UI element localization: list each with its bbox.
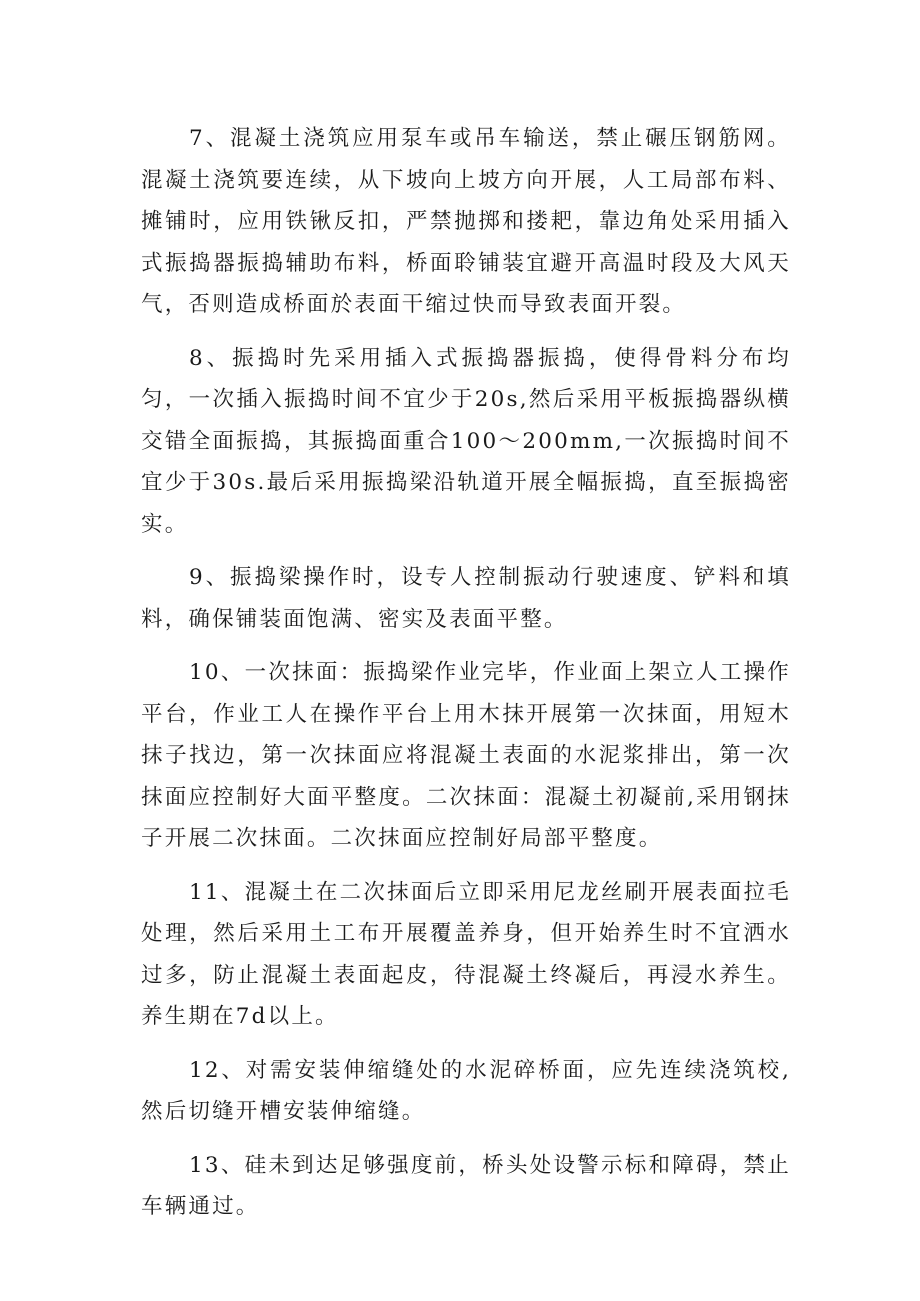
paragraph-item-7: 7、混凝土浇筑应用泵车或吊车输送，禁止碾压钢筋网。混凝土浇筑要连续，从下坡向上坡方向开展，人工局部布料、摊铺时，应用铁锹反扣，严禁抛掷和搂耙，靠边角处采用插入式振捣器振捣辅助布料，桥面聆铺装宜避开高温时段及大风天气，否则造成桥面於表面干缩过快而导致表面开裂。 [141, 126, 791, 317]
paragraph-item-9: 9、振捣梁操作时，设专人控制振动行驶速度、铲料和填料，确保铺装面饱满、密实及表面平整。 [141, 565, 791, 632]
paragraph-item-8: 8、振捣时先采用插入式振捣器振捣，使得骨料分布均匀，一次插入振捣时间不宜少于20s,然后采用平板振捣器纵横交错全面振捣，其振捣面重合100～200mm,一次振捣时间不宜少于30s.最后采用振捣梁沿轨道开展全幅振捣，直至振捣密实。 [141, 345, 791, 537]
paragraph-item-10: 10、一次抹面：振捣梁作业完毕，作业面上架立人工操作平台，作业工人在操作平台上用木抹开展第一次抹面，用短木抹子找边，第一次抹面应将混凝土表面的水泥浆排出，第一次抹面应控制好大面平整度。二次抹面：混凝土初凝前,采用钢抹子开展二次抹面。二次抹面应控制好局部平整度。 [141, 660, 791, 851]
paragraph-item-13: 13、硅未到达足够强度前，桥头处设警示标和障碍，禁止车辆通过。 [141, 1152, 791, 1219]
paragraph-item-12: 12、对需安装伸缩缝处的水泥碎桥面，应先连续浇筑校,然后切缝开槽安装伸缩缝。 [141, 1057, 791, 1124]
paragraph-item-11: 11、混凝土在二次抹面后立即采用尼龙丝刷开展表面拉毛处理，然后采用土工布开展覆盖养身，但开始养生时不宜洒水过多，防止混凝土表面起皮，待混凝土终凝后，再浸水养生。养生期在7d以上。 [141, 879, 791, 1029]
document-body [141, 118, 791, 1240]
